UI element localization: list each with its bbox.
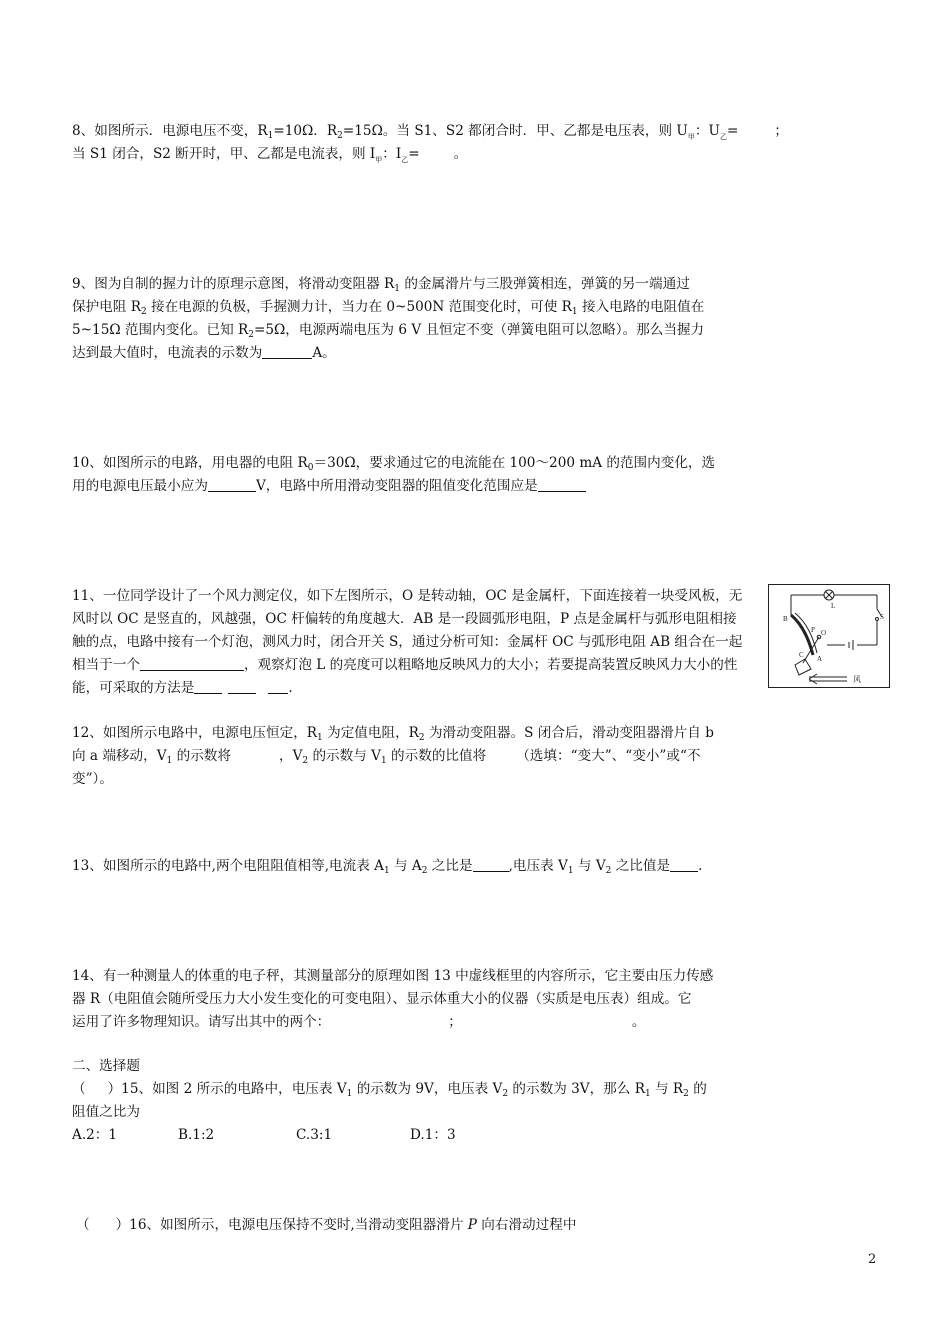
q15-option-d[interactable]: D.1：3 [410, 1127, 456, 1143]
label-B: B [783, 615, 788, 623]
label-wind: 风 [853, 675, 861, 684]
q11-line-3: 触的点，电路中接有一个灯泡，测风力时，闭合开关 S，通过分析可知：金属杆 OC 与弧形电阻 AB 组合在一起 [72, 634, 743, 650]
q12-line-3: 变”）。 [72, 771, 113, 787]
label-S: S [880, 613, 884, 621]
q14-line-3: 运用了许多物理知识。请写出其中的两个： ； 。 [72, 1014, 646, 1030]
q11-method-blank-2[interactable] [228, 679, 256, 694]
q11-line-2: 风时以 OC 是竖直的，风越强，OC 杆偏转的角度越大．AB 是一段圆弧形电阻，P 点是金属杆与弧形电阻相接 [72, 611, 737, 627]
label-O: O [821, 629, 827, 637]
q10-line-2: 用的电源电压最小应为 V，电路中所用滑动变阻器的阻值变化范围应是 [72, 475, 715, 498]
q8-line-2: 当 S1 闭合，S2 断开时，甲、乙都是电流表，则 $I_甲$：$I_乙=$ 。 [72, 146, 468, 164]
label-L: L [831, 602, 836, 610]
q16-line-1: （ ）16、如图所示，电源电压保持不变时,当滑动变阻器滑片 P 向右滑动过程中 [76, 1217, 577, 1233]
q14-line-1: 14、有一种测量人的体重的电子秤，其测量部分的原理如图 13 中虚线框里的内容所示，它主要由压力传感 [72, 968, 714, 984]
q13-voltage-ratio-blank[interactable] [670, 857, 698, 872]
question-10 [72, 452, 715, 498]
q15-option-a[interactable]: A.2：1 [72, 1127, 118, 1143]
q14-line-2: 器 R（电阻值会随所受压力大小发生变化的可变电阻）、显示体重大小的仪器（实质是电压表）组成。它 [72, 991, 692, 1007]
q12-line-2: 向 a 端移动，$V_1$ 的示数将 ，$V_2$ 的示数与 $V_1$ 的示数的比值将 （选填：“变大”、“变小”或“不 [72, 748, 701, 766]
q11-line-1: 11、一位同学设计了一个风力测定仪，如下左图所示，O 是转动轴，OC 是金属杆，下面连接着一块受风板，无 [72, 588, 743, 604]
q15-options [72, 1124, 707, 1147]
q11-method-blank-3[interactable] [268, 679, 288, 694]
q10-voltage-blank[interactable] [208, 477, 256, 492]
wind-meter-figure [768, 584, 890, 688]
q12-line-1: 12、如图所示电路中，电源电压恒定，$R_1$ 为定值电阻，$R_2$ 为滑动变阻器。S 闭合后，滑动变阻器滑片自 b [72, 725, 714, 743]
label-P: P [811, 626, 815, 634]
question-8 [72, 120, 788, 166]
q11-line-5: 能，可采取的方法是 . [72, 680, 293, 696]
question-16 [76, 1214, 576, 1237]
q11-line-4: 相当于一个 ，观察灯泡 L 的亮度可以粗略地反映风力的大小；若要提高装置反映风力大小的性 [72, 657, 738, 673]
section-2-title: 二、选择题 [72, 1058, 140, 1074]
q13-line-1: 13、如图所示的电路中,两个电阻阻值相等,电流表 $A_1$ 与 $A_2$ 之比是 ,电压表 $V_1$ 与 $V_2$ 之比值是 . [72, 858, 703, 876]
question-9 [72, 273, 704, 365]
label-C: C [799, 651, 804, 659]
q9-line-4: 达到最大值时，电流表的示数为 A。 [72, 345, 336, 361]
question-14 [72, 965, 713, 1034]
section-2 [72, 1055, 707, 1147]
q10-line-1: 10、如图所示的电路，用电器的电阻 $R_0=30\Omega$，要求通过它的电流能在 100～200 mA 的范围内变化，选 [72, 455, 716, 473]
q15-option-b[interactable]: B.1:2 [178, 1127, 215, 1143]
q9-line-1: 9、图为自制的握力计的原理示意图，将滑动变阻器 $R_1$ 的金属滑片与三股弹簧相连，弹簧的另一端通过 [72, 276, 690, 294]
q13-current-ratio-blank[interactable] [473, 857, 509, 872]
q15-line-2: 阻值之比为 [72, 1104, 140, 1120]
q11-method-blank-1[interactable] [194, 679, 222, 694]
question-11 [72, 585, 742, 700]
question-12 [72, 722, 714, 791]
q10-range-blank[interactable] [538, 477, 586, 492]
page-number: 2 [868, 1252, 877, 1267]
q9-answer-blank[interactable] [262, 344, 312, 359]
question-13 [72, 855, 702, 878]
q11-component-blank[interactable] [140, 656, 244, 671]
q9-line-3: 5~15Ω 范围内变化。已知 $R_2=5\Omega$，电源两端电压为 6 V 且恒定不变（弹簧电阻可以忽略）。那么当握力 [72, 322, 705, 340]
q15-line-1: （ ）15、如图 2 所示的电路中，电压表 $V_1$ 的示数为 9V，电压表 $V_2$ 的示数为 3V，那么 $R_1$ 与 $R_2$ 的 [72, 1081, 707, 1099]
q9-line-2: 保护电阻 $R_2$ 接在电源的负极，手握测力计，当力在 0~500N 范围变化时，可使 $R_1$ 接入电路的电阻值在 [72, 299, 705, 317]
q15-option-c[interactable]: C.3:1 [296, 1127, 333, 1143]
label-A: A [817, 655, 823, 663]
wind-meter-circuit-diagram [769, 585, 889, 687]
q8-line-1: 8、如图所示．电源电压不变，$R_1=10\Omega$．$R_2=15\Omega$。当 S1、S2 都闭合时．甲、乙都是电压表，则 $U_甲$：$U_乙=$ ； [72, 123, 788, 141]
